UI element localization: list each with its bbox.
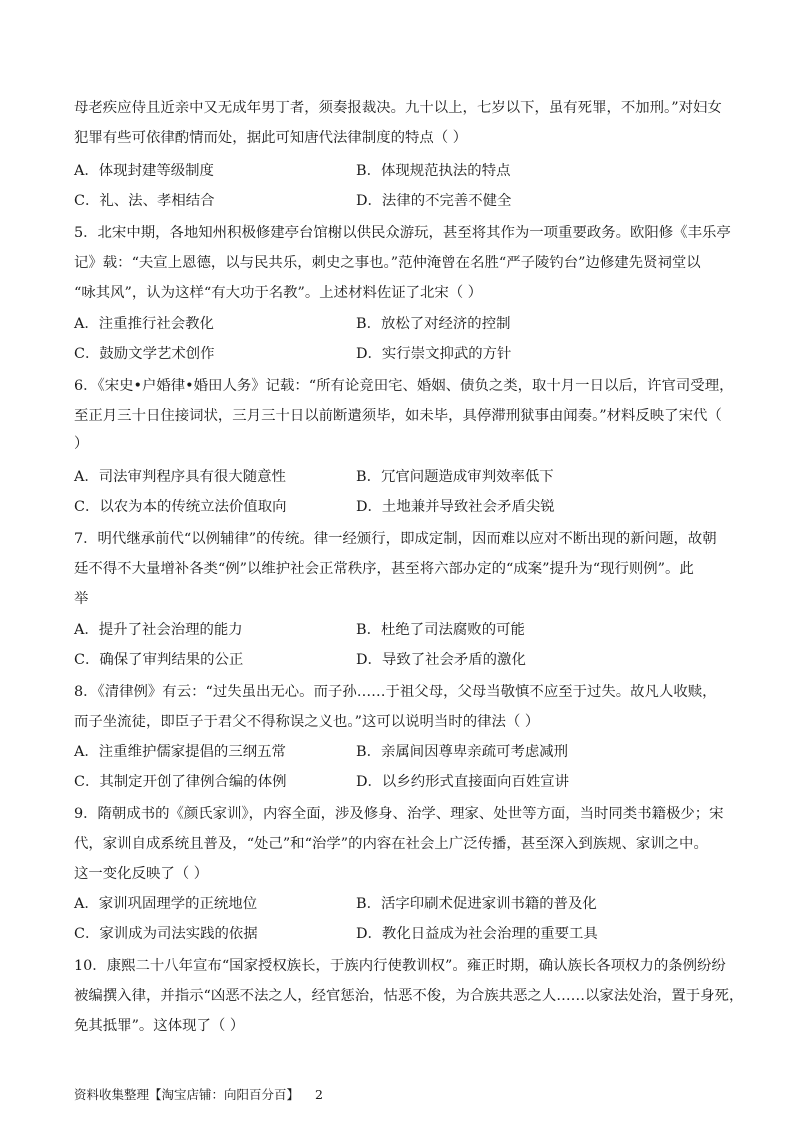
q8-option-d: D．以乡约形式直接面向百姓宣讲	[356, 774, 570, 790]
q8-stem-line-1: 8．《清律例》有云：“过失虽出无心。而子孙……于祖父母，父母当敬慎不应至于过失。故凡人收赎，	[74, 684, 717, 700]
q7-stem-line-3: 举	[74, 591, 89, 607]
q5-option-a: A．注重推行社会教化	[74, 316, 214, 332]
q8-option-b: B．亲属间因尊卑亲疏可考虑减刑	[356, 744, 569, 760]
q6-stem-line-2: 至正月三十日住接词状，三月三十日以前断遣须毕，如未毕，具停滞刑狱事由闻奏。”材料反映了宋代（	[74, 408, 722, 424]
q7-option-a: A．提升了社会治理的能力	[74, 622, 243, 638]
q7-option-b: B．杜绝了司法腐败的可能	[356, 622, 525, 638]
q4-option-c: C．礼、法、孝相结合	[74, 193, 215, 209]
footer-source: 资料收集整理【淘宝店铺：向阳百分百】	[74, 1087, 300, 1102]
q10-stem-line-2: 被编撰入律，并指示“凶恶不法之人，经官惩治，怙恶不俊，为合族共恶之人……以家法处治，置于身死，	[74, 988, 744, 1004]
q4-option-b: B．体现规范执法的特点	[356, 163, 511, 179]
q6-option-d: D．土地兼并导致社会矛盾尖锐	[356, 499, 555, 515]
q8-option-c: C．其制定开创了律例合编的体例	[74, 774, 287, 790]
q5-stem-line-1: 5．北宋中期，各地知州积极修建亭台馆榭以供民众游玩，甚至将其作为一项重要政务。欧阳修《丰乐亭	[74, 225, 731, 241]
q6-stem-line-1: 6．《宋史•户婚律•婚田人务》记载：“所有论竞田宅、婚姻、债负之类，取十月一日以后，许官司受理，	[74, 378, 734, 394]
q4-option-a: A．体现封建等级制度	[74, 163, 214, 179]
q9-stem-line-3: 这一变化反映了（ ）	[74, 866, 209, 882]
q5-option-d: D．实行崇文抑武的方针	[356, 346, 512, 362]
page-footer	[74, 1085, 323, 1103]
q5-stem-line-2: 记》载：“夫宣上恩德，以与民共乐，刺史之事也。”范仲淹曾在名胜“严子陵钓台”边修建先贤祠堂以	[74, 255, 701, 271]
q6-option-a: A．司法审判程序具有很大随意性	[74, 469, 286, 485]
q7-stem-line-1: 7．明代继承前代“以例辅律”的传统。律一经颁行，即成定制，因而难以应对不断出现的新问题，故朝	[74, 531, 717, 547]
q9-option-a: A．家训巩固理学的正统地位	[74, 896, 258, 912]
q4-stem-line-2: 犯罪有些可依律酌情而处，据此可知唐代法律制度的特点（ ）	[74, 130, 468, 146]
q5-stem-line-3: “咏其风”，认为这样“有大功于名教”。上述材料佐证了北宋（ ）	[74, 285, 483, 301]
q7-option-d: D．导致了社会矛盾的激化	[356, 652, 526, 668]
q7-stem-line-2: 廷不得不大量增补各类“例”以维护社会正常秩序，甚至将六部办定的“成案”提升为“现行则例”。此	[74, 561, 694, 577]
q9-stem-line-2: 代，家训自成系统且普及，“处己”和“治学”的内容在社会上广泛传播，甚至深入到族规、家训之中。	[74, 836, 708, 852]
q9-option-d: D．教化日益成为社会治理的重要工具	[356, 926, 598, 942]
q5-option-b: B．放松了对经济的控制	[356, 316, 511, 332]
page-number: 2	[315, 1087, 323, 1102]
q6-option-c: C．以农为本的传统立法价值取向	[74, 499, 287, 515]
q9-option-b: B．活字印刷术促进家训书籍的普及化	[356, 896, 597, 912]
q4-option-d: D．法律的不完善不健全	[356, 193, 512, 209]
q10-stem-line-3: 免其抵罪”。这体现了（ ）	[74, 1018, 245, 1034]
q6-stem-line-3: ）	[74, 436, 89, 452]
q8-stem-line-2: 而子坐流徒，即臣子于君父不得称误之义也。”这可以说明当时的律法（ ）	[74, 714, 540, 730]
q4-stem-line-1: 母老疾应侍且近亲中又无成年男丁者，须奏报裁决。九十以上，七岁以下，虽有死罪，不加刑。”对妇女	[74, 100, 722, 116]
q5-option-c: C．鼓励文学艺术创作	[74, 346, 215, 362]
q6-option-b: B．冗官问题造成审判效率低下	[356, 469, 554, 485]
q7-option-c: C．确保了审判结果的公正	[74, 652, 244, 668]
q10-stem-line-1: 10．康熙二十八年宣布“国家授权族长，于族内行使教训权”。雍正时期，确认族长各项权力的条例纷纷	[74, 958, 726, 974]
q9-stem-line-1: 9．隋朝成书的《颜氏家训》，内容全面，涉及修身、治学、理家、处世等方面，当时同类书籍极少；宋	[74, 806, 724, 822]
q8-option-a: A．注重维护儒家提倡的三纲五常	[74, 744, 286, 760]
q9-option-c: C．家训成为司法实践的依据	[74, 926, 258, 942]
